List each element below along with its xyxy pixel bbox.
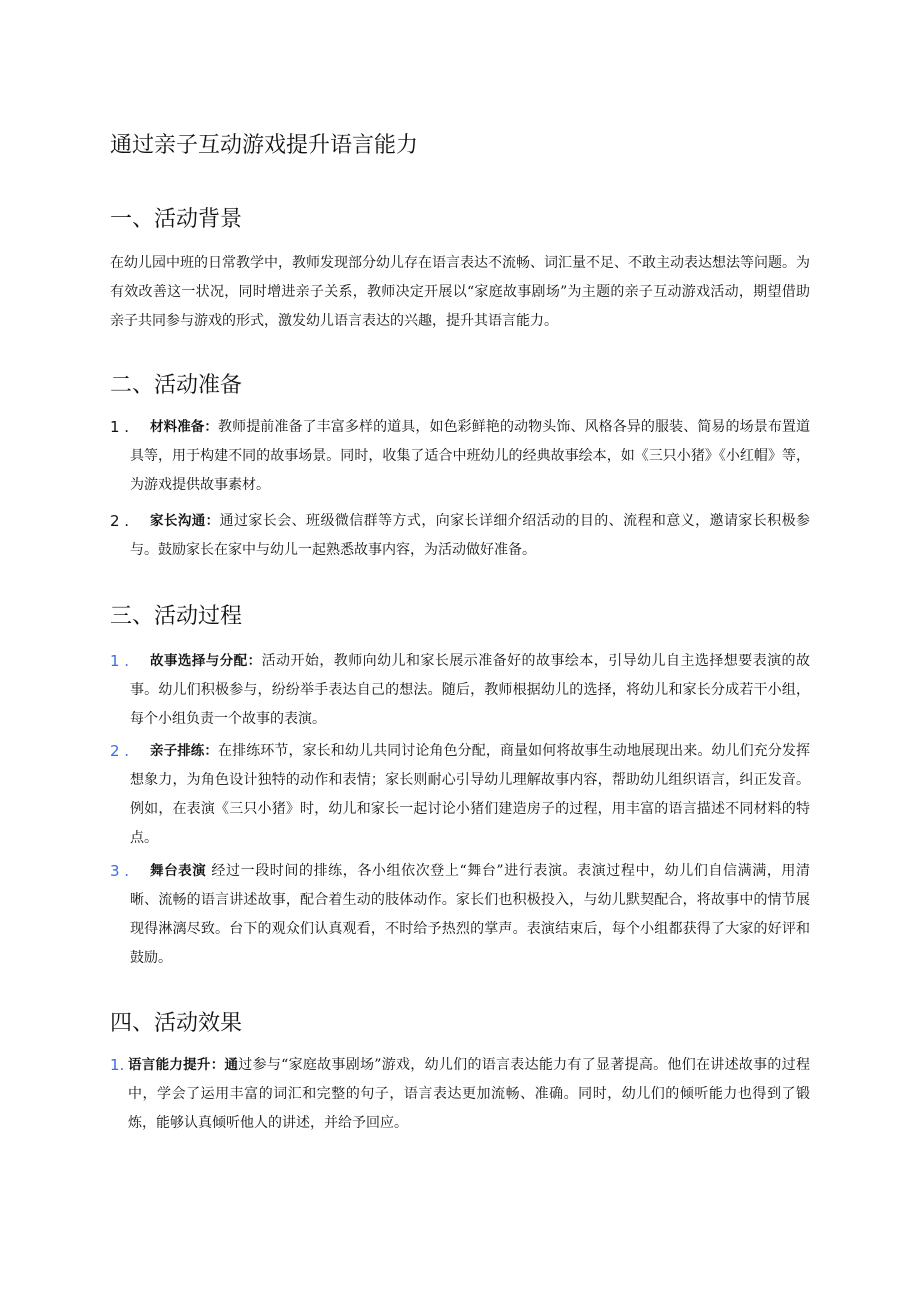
list-item-text: 活动开始，教师向幼儿和家长展示准备好的故事绘本，引导幼儿自主选择想要表演的故事。幼儿们积极参与，纷纷举手表达自己的想法。随后，教师根据幼儿的选择，将幼儿和家长分成若干小组，每个小组负责一个故事的表演。	[130, 653, 811, 727]
list-item-body	[110, 413, 810, 500]
background-paragraph: 在幼儿园中班的日常教学中，教师发现部分幼儿存在语言表达不流畅、词汇量不足、不敢主动表达想法等问题。为有效改善这一状况，同时增进亲子关系，教师决定开展以“家庭故事剧场”为主题的亲子互动游戏活动，期望借助亲子共同参与游戏的形式，激发幼儿语言表达的兴趣，提升其语言能力。	[110, 255, 810, 329]
list-item	[110, 737, 810, 853]
list-item-body	[110, 647, 810, 734]
list-item-text: 在排练环节，家长和幼儿共同讨论角色分配，商量如何将故事生动地展现出来。幼儿们充分发挥想象力，为角色设计独特的动作和表情；家长则耐心引导幼儿理解故事内容，帮助幼儿组织语言，纠正发音。例如，在表演《三只小猪》时，幼儿和家长一起讨论小猪们建造房子的过程，用丰富的语言描述不同材料的特点。	[130, 743, 811, 846]
list-item-lead: 故事选择与分配：	[150, 653, 262, 669]
list-item-lead: 材料准备：	[150, 419, 218, 435]
list-number: 2 .	[110, 512, 130, 530]
list-item-lead: 舞台表演	[150, 863, 207, 879]
list-number: 1 .	[110, 418, 130, 436]
document-title: 通过亲子互动游戏提升语言能力	[110, 133, 419, 158]
section-heading-preparation: 二、活动准备	[110, 373, 243, 398]
list-item-text: 教师提前准备了丰富多样的道具，如色彩鲜艳的动物头饰、风格各异的服装、简易的场景布置道具等，用于构建不同的故事场景。同时，收集了适合中班幼儿的经典故事绘本，如《三只小猪》《小红帽》等，为游戏提供故事素材。	[130, 419, 811, 493]
section-heading-process: 三、活动过程	[110, 604, 243, 629]
list-number: 1.	[110, 1056, 125, 1074]
list-item	[110, 1051, 810, 1138]
list-item-body	[110, 1051, 810, 1138]
list-item-text: 通过家长会、班级微信群等方式，向家长详细介绍活动的目的、流程和意义，邀请家长积极参与。鼓励家长在家中与幼儿一起熟悉故事内容，为活动做好准备。	[130, 513, 811, 558]
list-item-lead: 语言能力提升：通	[128, 1057, 239, 1073]
list-item	[110, 507, 810, 565]
list-number: 1 .	[110, 652, 130, 670]
list-item	[110, 413, 810, 500]
list-item-lead: 家长沟通：	[150, 513, 220, 529]
list-number: 2 .	[110, 742, 130, 760]
list-item-text: 过参与“家庭故事剧场”游戏，幼儿们的语言表达能力有了显著提高。他们在讲述故事的过程中，学会了运用丰富的词汇和完整的句子，语言表达更加流畅、准确。同时，幼儿们的倾听能力也得到了锻炼，能够认真倾听他人的讲述，并给予回应。	[128, 1057, 810, 1131]
list-item	[110, 857, 810, 973]
section-heading-background: 一、活动背景	[110, 207, 243, 232]
list-item-body	[110, 857, 810, 973]
list-number: 3 .	[110, 862, 130, 880]
section-heading-effect: 四、活动效果	[110, 1011, 243, 1036]
list-item-lead: 亲子排练：	[150, 743, 218, 759]
list-item-body	[110, 737, 810, 853]
list-item-text: 经过一段时间的排练，各小组依次登上“舞台”进行表演。表演过程中，幼儿们自信满满，用清晰、流畅的语言讲述故事，配合着生动的肢体动作。家长们也积极投入，与幼儿默契配合，将故事中的情节展现得淋漓尽致。台下的观众们认真观看，不时给予热烈的掌声。表演结束后，每个小组都获得了大家的好评和鼓励。	[130, 863, 811, 966]
list-item	[110, 647, 810, 734]
list-item-body	[110, 507, 810, 565]
